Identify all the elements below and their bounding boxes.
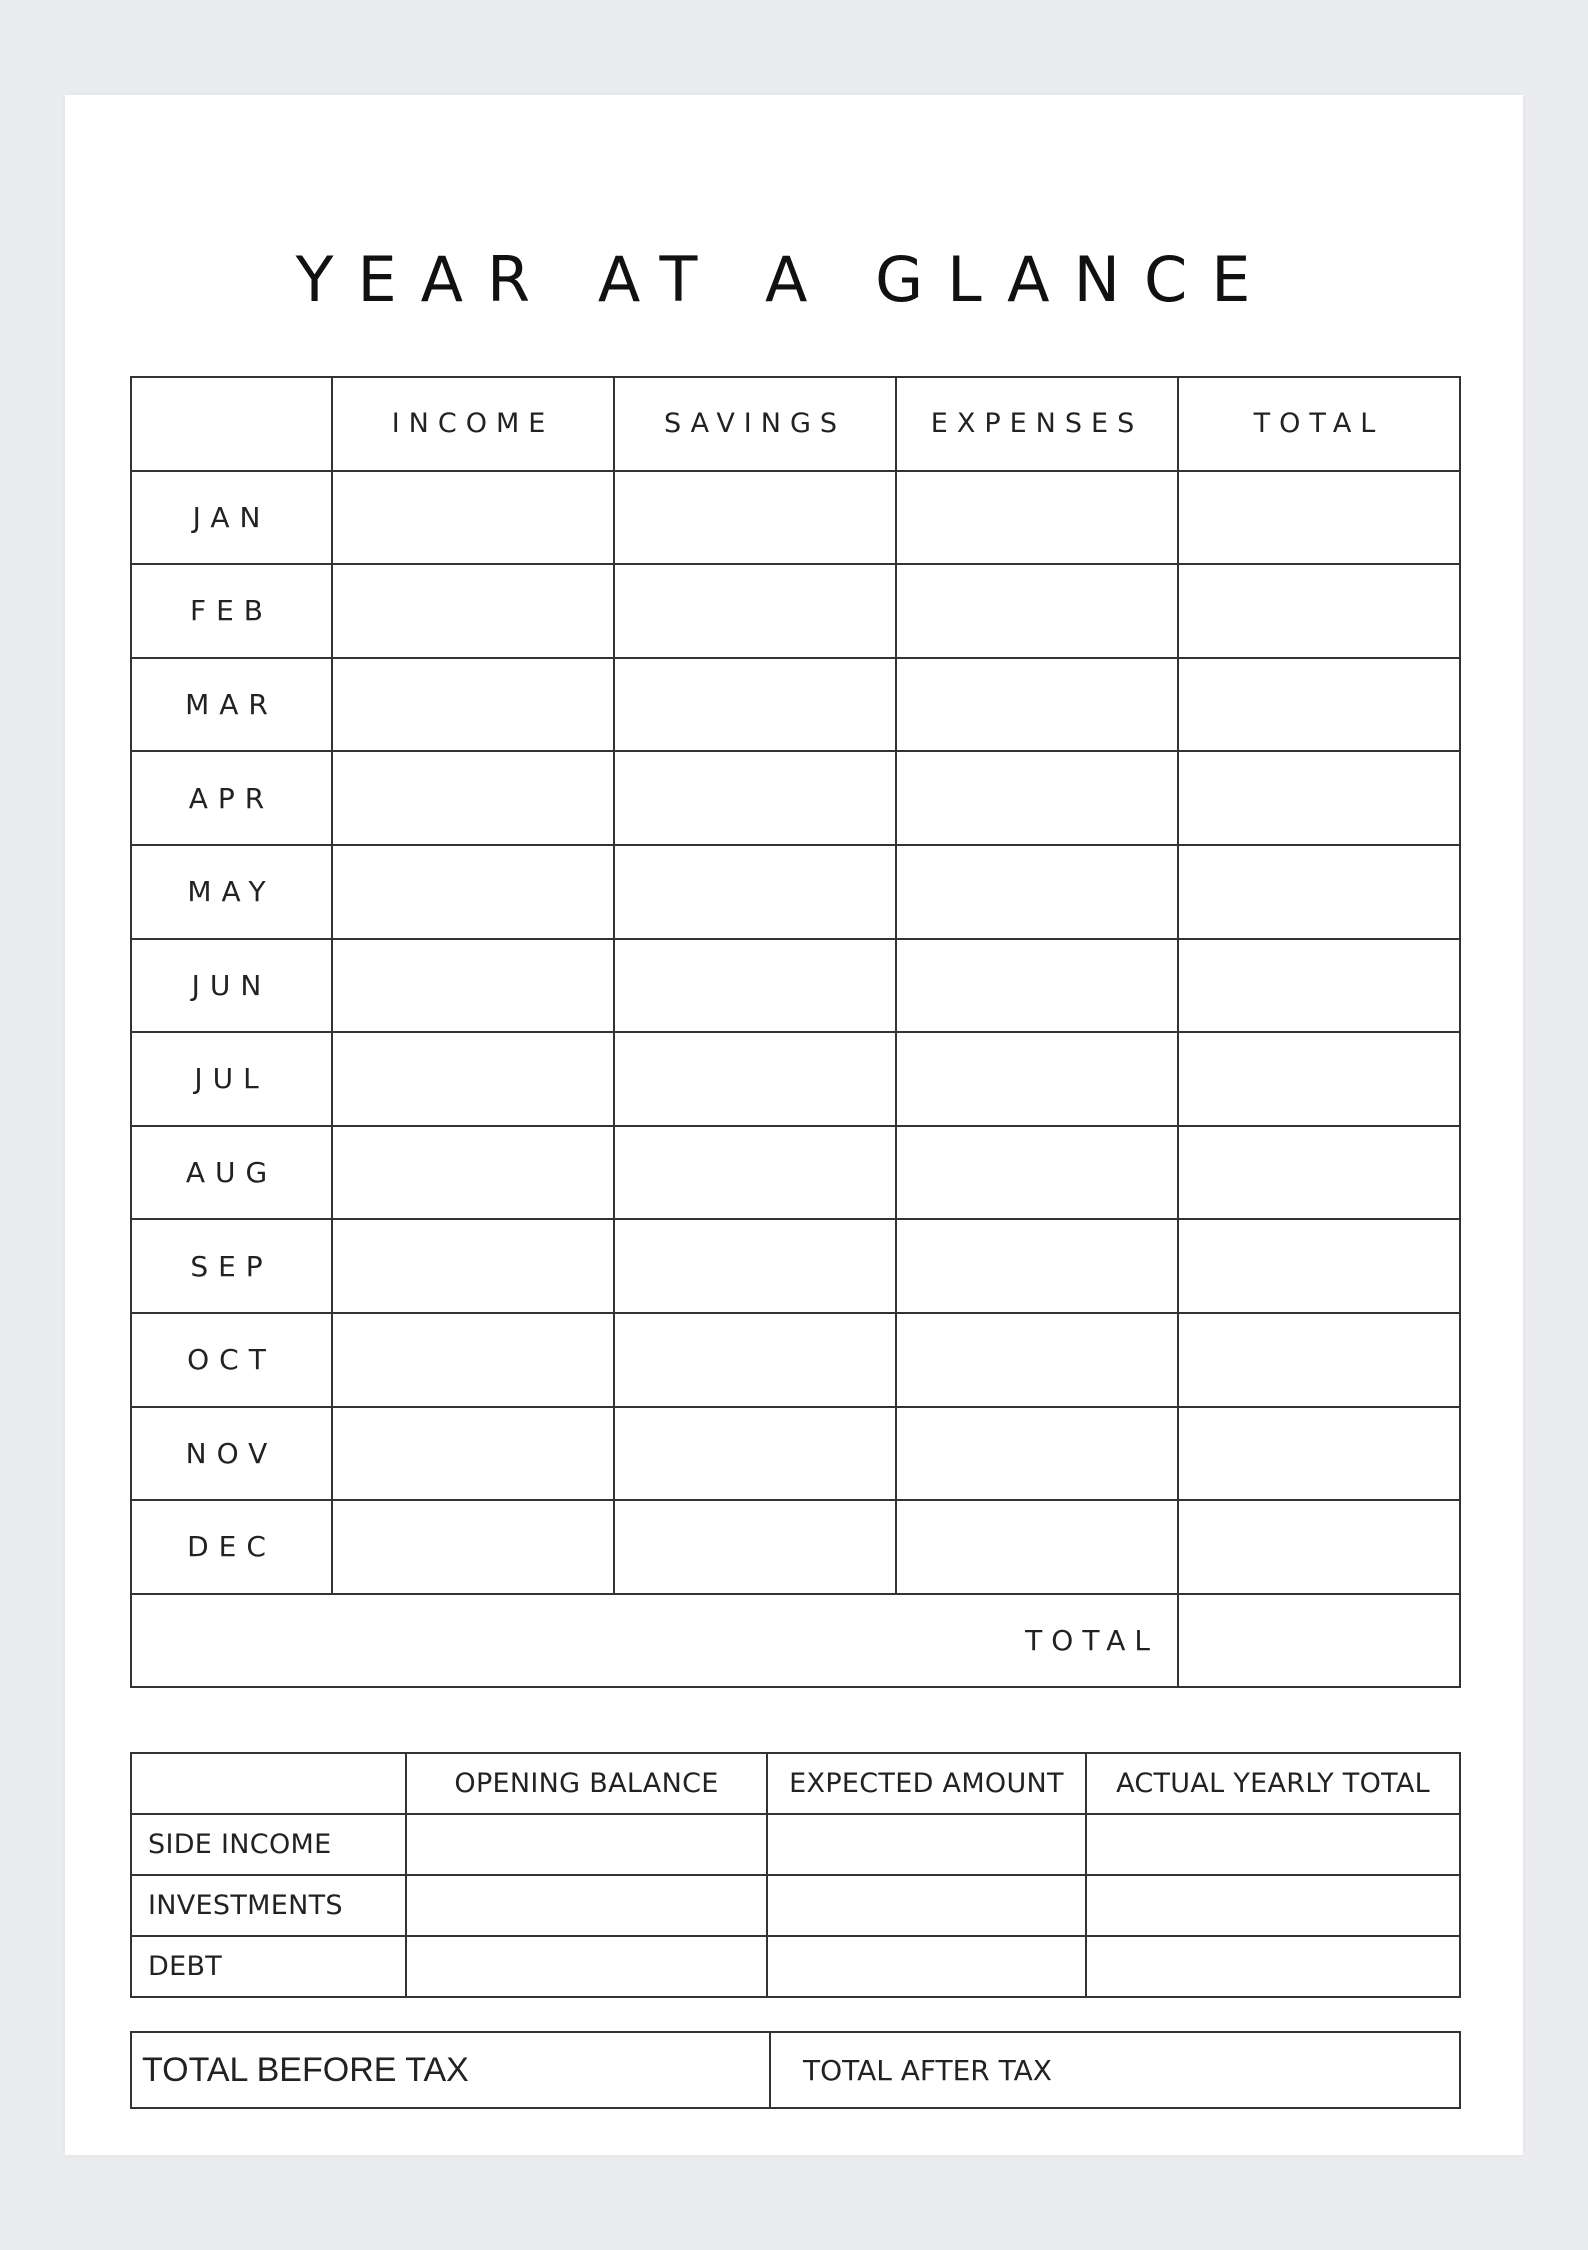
total-cell[interactable] xyxy=(1178,1032,1460,1126)
header-savings: SAVINGS xyxy=(614,377,896,471)
grand-total-label: TOTAL xyxy=(131,1594,1178,1688)
month-label: MAR xyxy=(131,658,332,752)
table-row xyxy=(131,658,1460,752)
expenses-cell[interactable] xyxy=(896,564,1178,658)
expenses-cell[interactable] xyxy=(896,1500,1178,1594)
month-label: MAY xyxy=(131,845,332,939)
table-row xyxy=(131,471,1460,565)
savings-cell[interactable] xyxy=(614,1219,896,1313)
expenses-cell[interactable] xyxy=(896,658,1178,752)
expenses-cell[interactable] xyxy=(896,1407,1178,1501)
expenses-cell[interactable] xyxy=(896,1126,1178,1220)
total-cell[interactable] xyxy=(1178,939,1460,1033)
investments-label: INVESTMENTS xyxy=(131,1875,406,1936)
savings-cell[interactable] xyxy=(614,1500,896,1594)
balances-header-row xyxy=(131,1753,1460,1814)
header-opening-balance: OPENING BALANCE xyxy=(406,1753,767,1814)
planner-page xyxy=(65,95,1523,2155)
total-cell[interactable] xyxy=(1178,1407,1460,1501)
total-cell[interactable] xyxy=(1178,751,1460,845)
header-income: INCOME xyxy=(332,377,614,471)
table-row xyxy=(131,1936,1460,1997)
savings-cell[interactable] xyxy=(614,1407,896,1501)
savings-cell[interactable] xyxy=(614,1032,896,1126)
savings-cell[interactable] xyxy=(614,471,896,565)
expected-amount-cell[interactable] xyxy=(767,1936,1086,1997)
month-label: DEC xyxy=(131,1500,332,1594)
table-row xyxy=(131,1407,1460,1501)
month-label: SEP xyxy=(131,1219,332,1313)
opening-balance-cell[interactable] xyxy=(406,1814,767,1875)
expenses-cell[interactable] xyxy=(896,1313,1178,1407)
balances-header-blank xyxy=(131,1753,406,1814)
table-row xyxy=(131,1126,1460,1220)
table-row xyxy=(131,1500,1460,1594)
debt-label: DEBT xyxy=(131,1936,406,1997)
expenses-cell[interactable] xyxy=(896,845,1178,939)
expected-amount-cell[interactable] xyxy=(767,1814,1086,1875)
header-actual-yearly-total: ACTUAL YEARLY TOTAL xyxy=(1086,1753,1460,1814)
total-cell[interactable] xyxy=(1178,1500,1460,1594)
income-cell[interactable] xyxy=(332,1313,614,1407)
income-cell[interactable] xyxy=(332,658,614,752)
savings-cell[interactable] xyxy=(614,1313,896,1407)
expenses-cell[interactable] xyxy=(896,1219,1178,1313)
month-label: OCT xyxy=(131,1313,332,1407)
table-row xyxy=(131,1032,1460,1126)
income-cell[interactable] xyxy=(332,751,614,845)
table-row xyxy=(131,564,1460,658)
header-expected-amount: EXPECTED AMOUNT xyxy=(767,1753,1086,1814)
side-income-label: SIDE INCOME xyxy=(131,1814,406,1875)
month-label: FEB xyxy=(131,564,332,658)
total-after-tax-field[interactable]: TOTAL AFTER TAX xyxy=(770,2032,1460,2108)
income-cell[interactable] xyxy=(332,939,614,1033)
opening-balance-cell[interactable] xyxy=(406,1936,767,1997)
month-label: AUG xyxy=(131,1126,332,1220)
tax-row xyxy=(131,2032,1460,2108)
header-blank-cell xyxy=(131,377,332,471)
header-row xyxy=(131,377,1460,471)
expenses-cell[interactable] xyxy=(896,1032,1178,1126)
table-row xyxy=(131,1313,1460,1407)
month-label: APR xyxy=(131,751,332,845)
total-before-tax-field[interactable]: TOTAL BEFORE TAX xyxy=(131,2032,770,2108)
tax-totals-table xyxy=(130,2031,1461,2109)
grand-total-row xyxy=(131,1594,1460,1688)
total-cell[interactable] xyxy=(1178,658,1460,752)
total-cell[interactable] xyxy=(1178,471,1460,565)
total-cell[interactable] xyxy=(1178,1219,1460,1313)
expenses-cell[interactable] xyxy=(896,751,1178,845)
table-row xyxy=(131,1875,1460,1936)
month-label: JAN xyxy=(131,471,332,565)
income-cell[interactable] xyxy=(332,564,614,658)
grand-total-cell[interactable] xyxy=(1178,1594,1460,1688)
income-cell[interactable] xyxy=(332,1407,614,1501)
income-cell[interactable] xyxy=(332,845,614,939)
month-label: NOV xyxy=(131,1407,332,1501)
table-row xyxy=(131,751,1460,845)
month-label: JUN xyxy=(131,939,332,1033)
savings-cell[interactable] xyxy=(614,751,896,845)
income-cell[interactable] xyxy=(332,1032,614,1126)
savings-cell[interactable] xyxy=(614,564,896,658)
income-cell[interactable] xyxy=(332,471,614,565)
savings-cell[interactable] xyxy=(614,1126,896,1220)
total-cell[interactable] xyxy=(1178,1313,1460,1407)
balances-table xyxy=(130,1752,1461,1998)
income-cell[interactable] xyxy=(332,1500,614,1594)
page-title: YEAR AT A GLANCE xyxy=(295,243,1275,316)
actual-yearly-total-cell[interactable] xyxy=(1086,1875,1460,1936)
expected-amount-cell[interactable] xyxy=(767,1875,1086,1936)
savings-cell[interactable] xyxy=(614,845,896,939)
month-label: JUL xyxy=(131,1032,332,1126)
table-row xyxy=(131,939,1460,1033)
table-row xyxy=(131,845,1460,939)
savings-cell[interactable] xyxy=(614,939,896,1033)
expenses-cell[interactable] xyxy=(896,471,1178,565)
total-cell[interactable] xyxy=(1178,1126,1460,1220)
actual-yearly-total-cell[interactable] xyxy=(1086,1814,1460,1875)
total-cell[interactable] xyxy=(1178,845,1460,939)
expenses-cell[interactable] xyxy=(896,939,1178,1033)
table-row xyxy=(131,1814,1460,1875)
opening-balance-cell[interactable] xyxy=(406,1875,767,1936)
income-cell[interactable] xyxy=(332,1219,614,1313)
header-expenses: EXPENSES xyxy=(896,377,1178,471)
total-cell[interactable] xyxy=(1178,564,1460,658)
table-row xyxy=(131,1219,1460,1313)
actual-yearly-total-cell[interactable] xyxy=(1086,1936,1460,1997)
savings-cell[interactable] xyxy=(614,658,896,752)
monthly-summary-table xyxy=(130,376,1461,1688)
header-total: TOTAL xyxy=(1178,377,1460,471)
income-cell[interactable] xyxy=(332,1126,614,1220)
